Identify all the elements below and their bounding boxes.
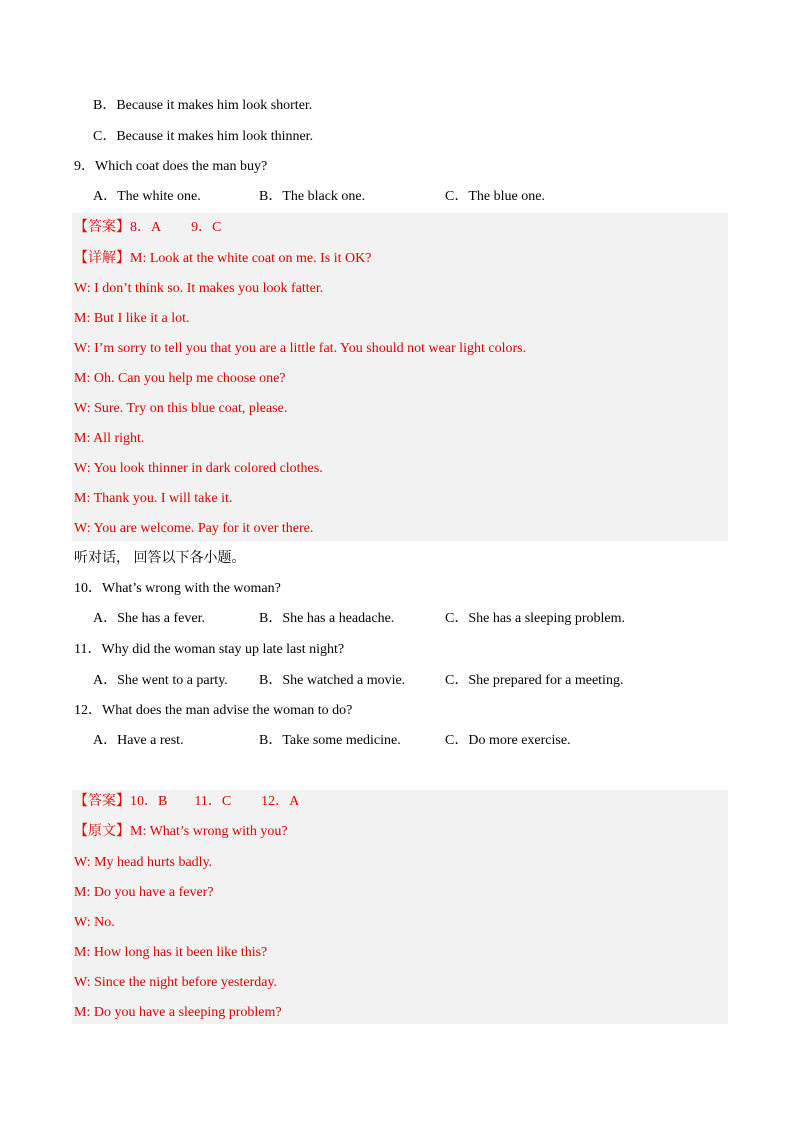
- q11-option-a: A．She went to a party.: [93, 673, 228, 688]
- q11-option-b: B．She watched a movie.: [259, 673, 406, 688]
- answer-12: 12．A: [261, 794, 300, 809]
- dialogue-line: M: What’s wrong with you?: [130, 824, 288, 839]
- q10-question: 10．What’s wrong with the woman?: [74, 581, 281, 596]
- answer-8: 8．A: [130, 220, 162, 235]
- dialogue-line: M: Oh. Can you help me choose one?: [74, 371, 286, 386]
- dialogue-line: M: How long has it been like this?: [74, 945, 268, 960]
- answer-label: 【答案】: [74, 794, 130, 809]
- section-instruction: 听对话， 回答以下各小题。: [74, 551, 246, 566]
- original-label: 【原文】: [74, 824, 130, 839]
- dialogue-line: W: I’m sorry to tell you that you are a little fat. You should not wear light colors.: [74, 341, 527, 356]
- answer-line-2: [74, 787, 299, 817]
- answer-label: 【答案】: [74, 220, 130, 235]
- dialogue-line: W: My head hurts badly.: [74, 855, 213, 870]
- answer-10: 10．B: [130, 794, 168, 809]
- dialogue-line: M: Thank you. I will take it.: [74, 491, 233, 506]
- q11-question: 11．Why did the woman stay up late last night?: [74, 642, 345, 657]
- original-line-0: [74, 817, 288, 847]
- dialogue-line: W: No.: [74, 915, 115, 930]
- dialogue-line: M: Do you have a sleeping problem?: [74, 1005, 282, 1020]
- q9-option-b: B．The black one.: [259, 189, 366, 204]
- dialogue-line: M: All right.: [74, 431, 145, 446]
- answer-11: 11．C: [194, 794, 232, 809]
- dialogue-line: W: I don’t think so. It makes you look fatter.: [74, 281, 324, 296]
- q12-question: 12．What does the man advise the woman to do?: [74, 703, 353, 718]
- q8-option-c: C．Because it makes him look thinner.: [93, 129, 314, 144]
- dialogue-line: M: But I like it a lot.: [74, 311, 190, 326]
- explain-line-0: [74, 244, 371, 274]
- q11-option-c: C．She prepared for a meeting.: [445, 673, 624, 688]
- dialogue-line: M: Look at the white coat on me. Is it OK?: [130, 251, 372, 266]
- dialogue-line: M: Do you have a fever?: [74, 885, 214, 900]
- q10-option-b: B．She has a headache.: [259, 611, 395, 626]
- dialogue-line: W: Since the night before yesterday.: [74, 975, 278, 990]
- q8-option-b: B．Because it makes him look shorter.: [93, 98, 313, 113]
- answer-line-1: [74, 213, 221, 243]
- q10-option-a: A．She has a fever.: [93, 611, 205, 626]
- explain-label: 【详解】: [74, 251, 130, 266]
- q10-option-c: C．She has a sleeping problem.: [445, 611, 626, 626]
- dialogue-line: W: You are welcome. Pay for it over there.: [74, 521, 314, 536]
- q12-option-a: A．Have a rest.: [93, 733, 184, 748]
- q12-option-c: C．Do more exercise.: [445, 733, 571, 748]
- q9-question: 9．Which coat does the man buy?: [74, 159, 268, 174]
- q9-option-c: C．The blue one.: [445, 189, 545, 204]
- q9-option-a: A．The white one.: [93, 189, 201, 204]
- dialogue-line: W: Sure. Try on this blue coat, please.: [74, 401, 288, 416]
- dialogue-line: W: You look thinner in dark colored clothes.: [74, 461, 323, 476]
- q12-option-b: B．Take some medicine.: [259, 733, 401, 748]
- answer-9: 9．C: [191, 220, 222, 235]
